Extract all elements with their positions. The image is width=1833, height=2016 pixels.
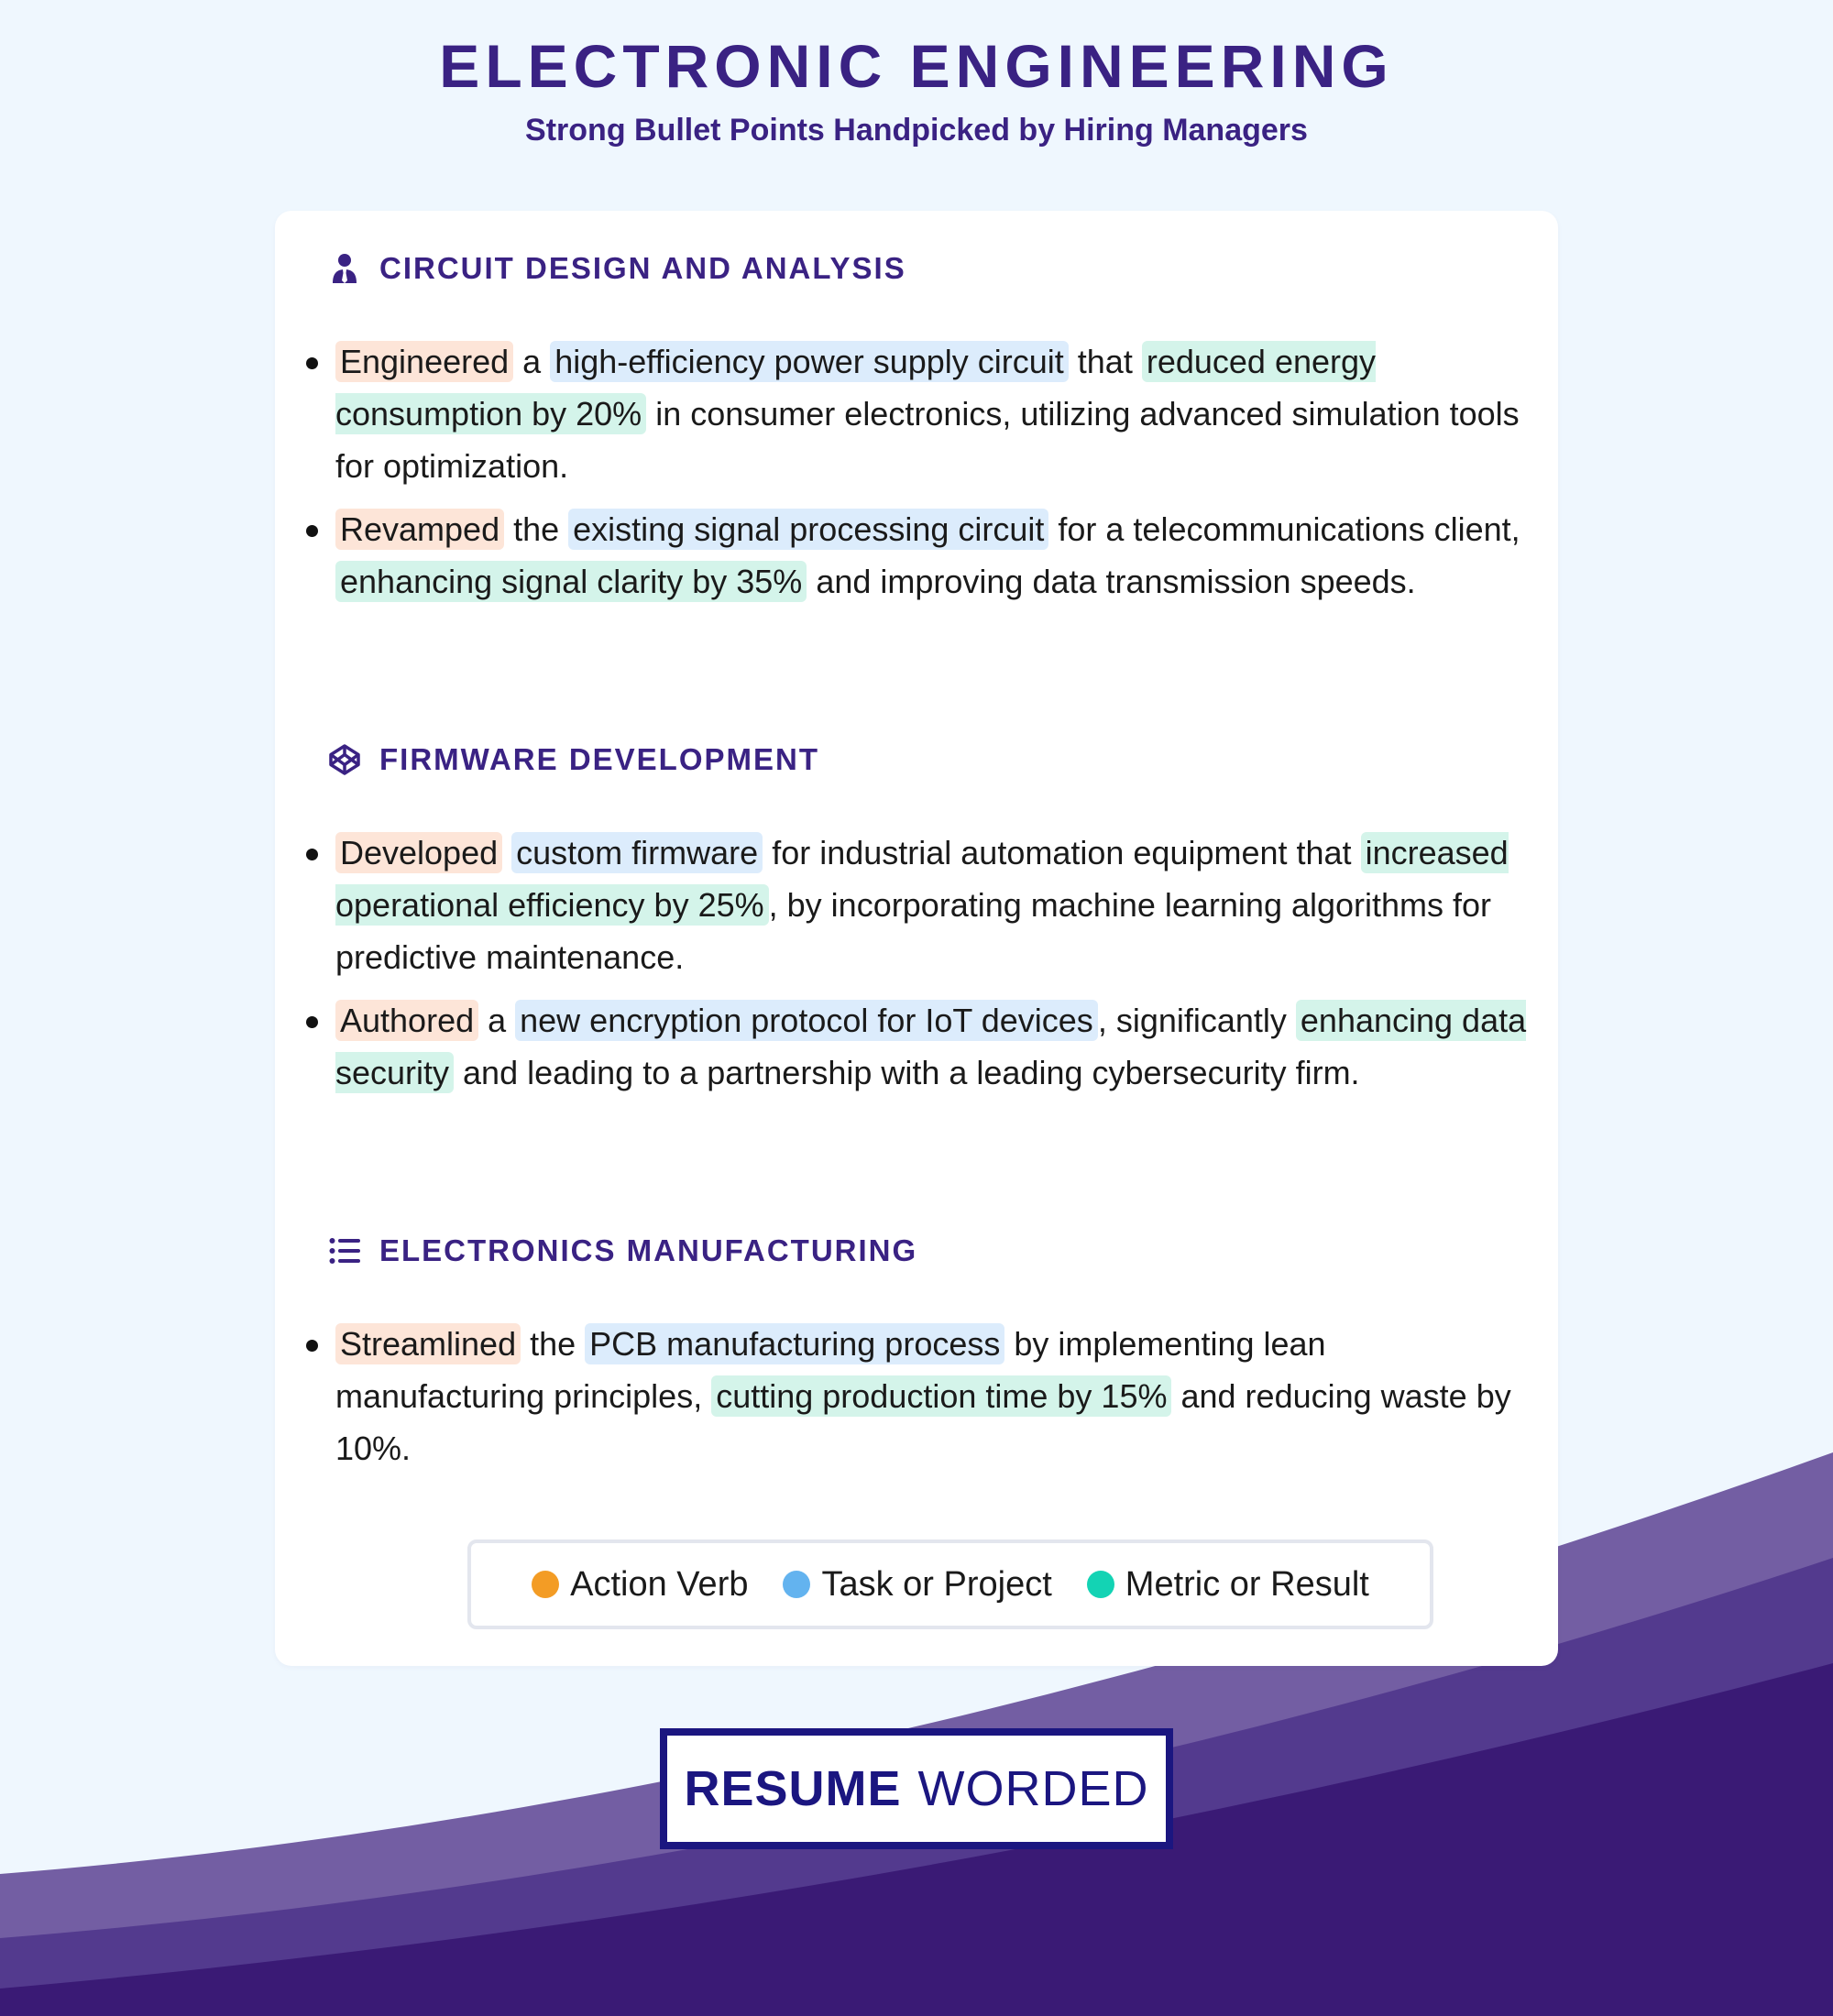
page-title: ELECTRONIC ENGINEERING	[439, 32, 1394, 100]
legend-action-verb	[532, 1565, 748, 1605]
page-subtitle: Strong Bullet Points Handpicked by Hiring Managers	[525, 113, 1308, 148]
teal-dot-icon	[1087, 1571, 1114, 1598]
metric-or-result: increased operational efficiency by 25%	[335, 834, 1509, 924]
legend-label: Task or Project	[821, 1564, 1052, 1604]
brand-light: WORDED	[917, 1761, 1149, 1816]
text: and leading to a partnership with a leading cybersecurity firm.	[454, 1054, 1360, 1091]
highlight-legend	[467, 1539, 1433, 1629]
bullet-item	[335, 503, 1536, 608]
text: , by incorporating machine learning algorithms for predictive maintenance.	[335, 886, 1492, 976]
action-verb: Revamped	[335, 509, 504, 550]
text: for a telecommunications client,	[1048, 510, 1520, 548]
text: for industrial automation equipment that	[763, 834, 1361, 871]
text: and improving data transmission speeds.	[807, 563, 1416, 600]
bullet-list	[335, 1318, 1536, 1485]
section-header	[328, 246, 906, 291]
action-verb: Authored	[335, 1000, 478, 1041]
resume-worded-logo[interactable]	[660, 1728, 1173, 1849]
action-verb: Streamlined	[335, 1323, 521, 1364]
metric-or-result: enhancing data security	[335, 1002, 1527, 1091]
section-title: ELECTRONICS MANUFACTURING	[379, 1233, 918, 1267]
bullet-item	[335, 827, 1536, 983]
text: a	[478, 1002, 516, 1039]
task-or-project: custom firmware	[511, 832, 763, 873]
text: a	[513, 343, 551, 380]
bullet-item	[335, 994, 1536, 1099]
bullet-points-card	[275, 211, 1558, 1666]
text: that	[1068, 343, 1142, 380]
section-header	[328, 1228, 917, 1274]
metric-or-result: cutting production time by 15%	[711, 1375, 1171, 1417]
codepen-icon	[328, 743, 361, 776]
brand-bold: RESUME	[684, 1761, 902, 1816]
text: the	[521, 1325, 586, 1363]
legend-metric	[1087, 1565, 1369, 1605]
user-tie-icon	[328, 252, 361, 285]
legend-label: Action Verb	[570, 1564, 749, 1604]
bullet-list	[335, 827, 1536, 1110]
section-title: CIRCUIT DESIGN AND ANALYSIS	[379, 251, 906, 285]
list-icon	[328, 1234, 361, 1267]
task-or-project: existing signal processing circuit	[568, 509, 1048, 550]
text: and reducing waste by 10%.	[335, 1377, 1511, 1467]
text	[502, 834, 511, 871]
bullet-item	[335, 1318, 1536, 1474]
orange-dot-icon	[532, 1571, 559, 1598]
section-header	[328, 737, 819, 783]
text: the	[504, 510, 569, 548]
section-title: FIRMWARE DEVELOPMENT	[379, 742, 820, 776]
bullet-item	[335, 335, 1536, 492]
text: by implementing lean manufacturing principles,	[335, 1325, 1326, 1415]
task-or-project: new encryption protocol for IoT devices	[515, 1000, 1098, 1041]
task-or-project: high-efficiency power supply circuit	[550, 341, 1069, 382]
task-or-project: PCB manufacturing process	[585, 1323, 1004, 1364]
legend-label: Metric or Result	[1125, 1564, 1369, 1604]
action-verb: Developed	[335, 832, 502, 873]
metric-or-result: enhancing signal clarity by 35%	[335, 561, 807, 602]
text: , significantly	[1097, 1002, 1296, 1039]
text: in consumer electronics, utilizing advanced simulation tools for optimization.	[335, 395, 1520, 485]
blue-dot-icon	[783, 1571, 810, 1598]
bullet-list	[335, 335, 1536, 619]
page-header	[0, 29, 1833, 148]
legend-task	[783, 1565, 1051, 1605]
action-verb: Engineered	[335, 341, 513, 382]
metric-or-result: reduced energy consumption by 20%	[335, 343, 1377, 433]
